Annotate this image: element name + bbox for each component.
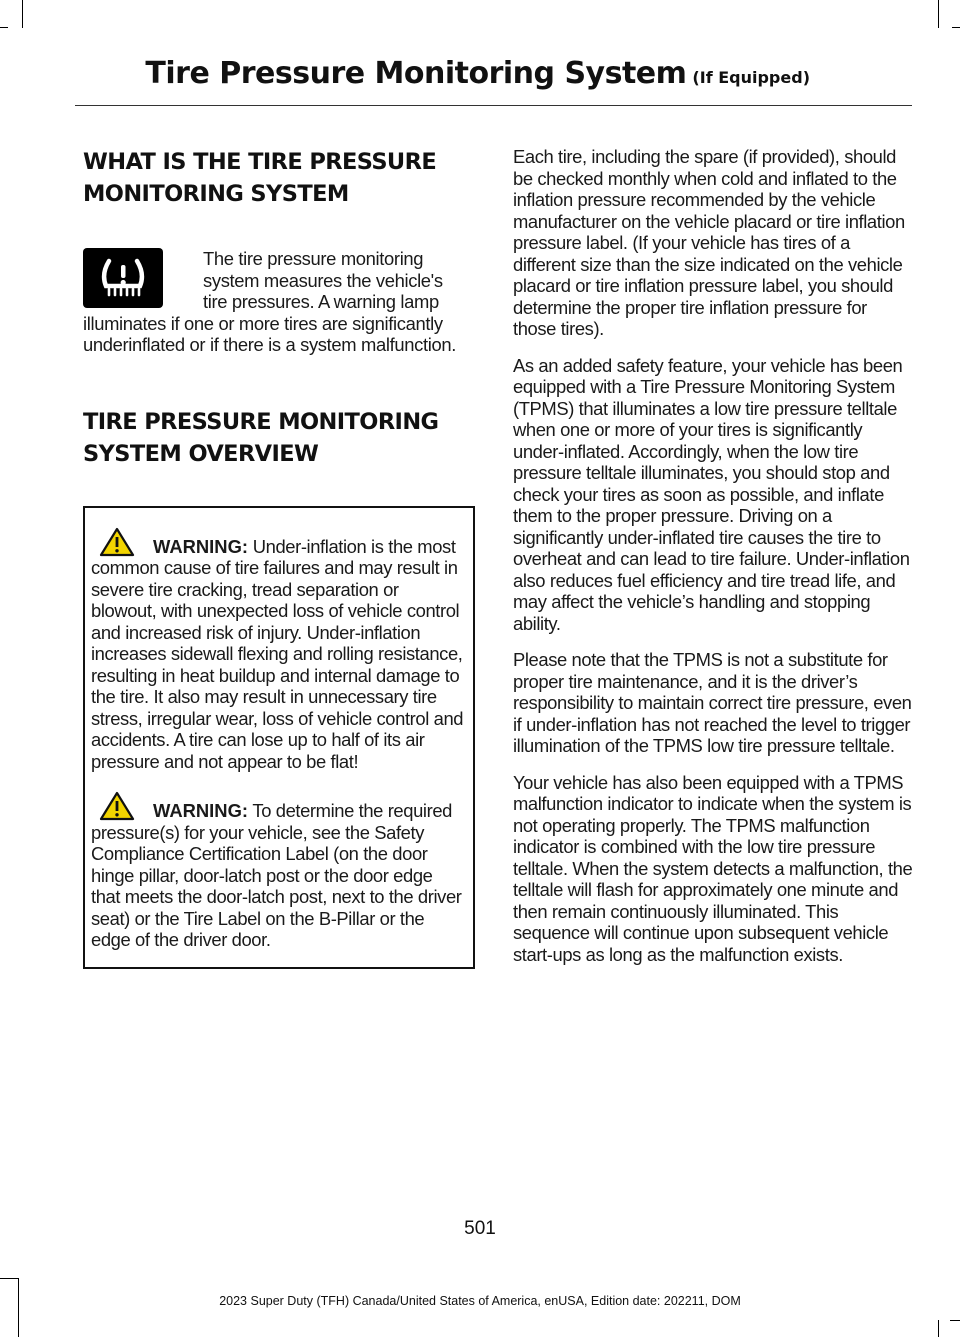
body-paragraph: As an added safety feature, your vehicle has been equipped with a Tire Pressure Monitoring System (TPMS) that illuminates a low tire pressure telltale when one or more of your tires is significantly under-inflated. Accordingly, when the low tire pressure telltale illuminates, you should stop and check your tires as soon as possible, and inflate them to the proper pressure. Driving on a significantly under-inflated tire causes the tire to overheat and can lead to tire failure. Under-inflation also reduces fuel efficiency and tire tread life, and may affect the vehicle’s handling and stopping ability.: [513, 354, 910, 634]
warning-triangle-icon: [99, 527, 135, 557]
heading-line: TIRE PRESSURE MONITORING: [83, 408, 439, 435]
heading-line: MONITORING SYSTEM: [83, 181, 349, 207]
warning-text: Under-inflation is the most common cause of tire failures and may result in severe tire cracking, tread separation or blowout, with unexpected loss of vehicle control and increased risk of injury. Under-inflation increases sidewall flexing and rolling resistance, resulting in heat buildup and internal damage to the tire. It also may result in unnecessary tire stress, irregular wear, loss of vehicle control and accidents. A tire can lose up to half of its air pressure and not appear to be flat!: [91, 535, 464, 772]
intro-line: system measures the vehicle's: [203, 269, 443, 291]
warning-label: WARNING:: [153, 535, 249, 557]
crop-mark-top-right-h: [952, 27, 960, 28]
crop-mark-bottom-left-h: [0, 1278, 18, 1279]
intro-rest-text: illuminates if one or more tires are significantly underinflated or if there is a system malfunction.: [83, 312, 456, 355]
crop-mark-top-right: [938, 0, 939, 28]
right-column: [513, 146, 913, 980]
warning-triangle-icon: [99, 791, 135, 821]
crop-mark-top-left: [22, 0, 23, 28]
left-column: [83, 146, 475, 969]
tire-pressure-warning-icon: [83, 248, 163, 308]
intro-line: The tire pressure monitoring: [203, 248, 424, 269]
body-paragraph: Each tire, including the spare (if provided), should be checked monthly when cold and inflated to the inflation pressure recommended by the vehicle manufacturer on the vehicle placard or tire inflation pressure label. (If your vehicle has tires of a different size than the size indicated on the vehicle placard or tire inflation pressure label, you should determine the proper tire inflation pressure for those tires).: [513, 146, 905, 339]
page-number: 501: [464, 1218, 496, 1239]
page-header-title: [145, 56, 810, 91]
section-heading-what-is: [83, 146, 475, 210]
warning-text: To determine the required pressure(s) for your vehicle, see the Safety Compliance Certification Label (on the door hinge pillar, door-latch post or the door edge that meets the door-latch post, next to the driver seat) or the Tire Label on the B-Pillar or the edge of the driver door.: [91, 800, 462, 950]
page-footer: 2023 Super Duty (TFH) Canada/United States of America, enUSA, Edition date: 202211, DOM: [219, 1294, 741, 1308]
crop-mark-bottom-right-h: [950, 1320, 960, 1321]
warning-paragraph: [91, 791, 465, 951]
body-paragraph: Your vehicle has also been equipped with a TPMS malfunction indicator to indicate when the system is not operating properly. The TPMS malfunction indicator is combined with the low tire pressure telltale. When the system detects a malfunction, the telltale will flash for approximately one minute and then remain continuously illuminated. This sequence will continue upon subsequent vehicle start-ups as long as the malfunction exists.: [513, 771, 913, 965]
intro-block: [83, 248, 475, 356]
warning-label: WARNING:: [153, 800, 249, 821]
crop-mark-bottom-right: [938, 1320, 939, 1337]
header-title-text: Tire Pressure Monitoring System: [145, 56, 687, 91]
section-heading-overview: [83, 406, 475, 470]
body-paragraph: Please note that the TPMS is not a substitute for proper tire maintenance, and it is the driver’s responsibility to maintain correct tire pressure, even if under-inflation has not reached the level to trigger illumination of the TPMS low tire pressure telltale.: [513, 649, 912, 756]
warning-box: [83, 506, 475, 969]
header-qualifier: (If Equipped): [692, 68, 810, 87]
heading-line: SYSTEM OVERVIEW: [83, 440, 319, 467]
intro-line: tire pressures. A warning lamp: [203, 291, 439, 312]
warning-paragraph: [91, 527, 465, 773]
crop-mark-top-left-h: [0, 27, 8, 28]
heading-line: WHAT IS THE TIRE PRESSURE: [83, 149, 437, 175]
header-divider: [75, 105, 912, 106]
